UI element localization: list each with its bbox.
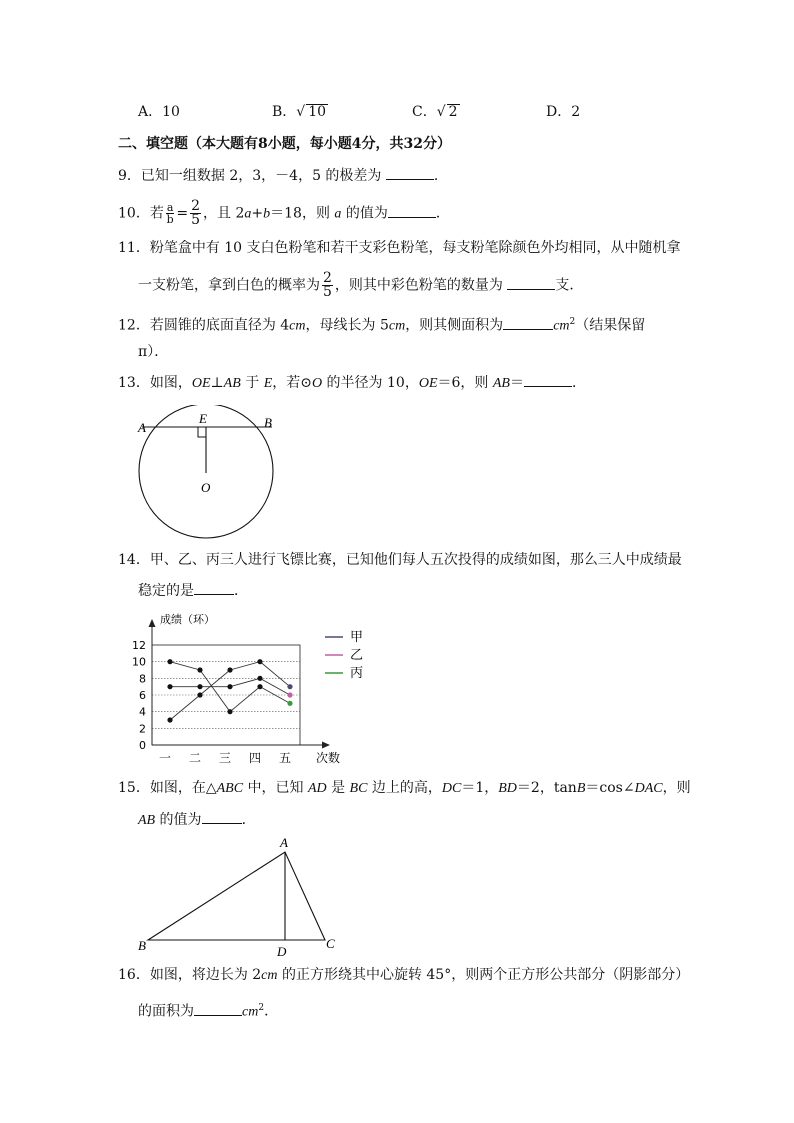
legend-label: 乙	[350, 648, 364, 663]
data-point	[287, 701, 292, 706]
data-point	[257, 684, 262, 689]
x-tick-label: 四	[248, 751, 262, 765]
data-point	[287, 692, 292, 697]
answer-blank[interactable]	[524, 372, 572, 387]
legend-label: 甲	[350, 630, 364, 645]
label-c: C	[326, 936, 335, 951]
x-tick-label: 三	[218, 751, 232, 765]
chart-grid	[152, 645, 300, 745]
answer-blank[interactable]	[194, 580, 234, 595]
x-tick-label: 五	[278, 751, 292, 765]
data-point	[287, 684, 292, 689]
y-tick-label: 2	[139, 722, 146, 736]
answer-blank[interactable]	[388, 203, 436, 218]
circle-figure	[130, 405, 290, 545]
question-11-line-1: 11．粉笔盒中有 10 支白色粉笔和若干支彩色粉笔，每支粉笔除颜色外均相同，从中随机拿	[118, 240, 681, 256]
question-16-line-1: 16．如图，将边长为 2cm 的正方形绕其中心旋转 45°，则两个正方形公共部分（阴影部分）	[118, 967, 690, 983]
triangle-abc	[148, 852, 325, 940]
question-15-line-2: AB 的值为 ．	[138, 809, 256, 831]
option-b: B．√ 10	[272, 104, 327, 120]
data-point	[167, 684, 172, 689]
right-angle-mark	[198, 427, 206, 437]
y-tick-label: 10	[132, 655, 146, 669]
question-14-line-1: 14．甲、乙、丙三人进行飞镖比赛，已知他们每人五次投得的成绩如图，那么三人中成绩最	[118, 552, 682, 568]
label-a: A	[138, 420, 146, 435]
data-point	[167, 717, 172, 722]
fraction-a-over-b: $\frac{a}{b}$	[166, 201, 174, 226]
question-12-line-2: π）．	[138, 344, 169, 360]
label-a: A	[280, 835, 288, 850]
question-9: 9．已知一组数据 2，3，－4，5 的极差为 ．	[118, 165, 448, 186]
data-point	[227, 709, 232, 714]
label-b: B	[138, 938, 146, 953]
label-d: D	[277, 944, 287, 959]
y-tick-label: 6	[139, 689, 146, 702]
label-o: O	[201, 480, 211, 495]
legend-label: 丙	[350, 666, 364, 681]
chart-axes	[132, 612, 340, 765]
chart-legend	[325, 630, 363, 681]
data-point	[197, 667, 202, 672]
question-15-line-1: 15．如图，在△ABC 中，已知 AD 是 BC 边上的高，DC＝1，BD＝2，tanB＝cos∠DAC，则	[118, 780, 691, 796]
y-tick-label: 12	[132, 639, 146, 652]
option-c: C．√ 2	[412, 104, 458, 120]
data-point	[257, 676, 262, 681]
data-point	[227, 667, 232, 672]
question-11-line-2: 一支粉笔，拿到白色的概率为 $\frac{2}{5}$ ，则其中彩色粉笔的数量为 支．	[138, 270, 584, 300]
triangle-figure	[130, 832, 350, 962]
section-title: 二、填空题（本大题有8小题，每小题4分，共32分）	[118, 136, 451, 152]
label-b: B	[264, 415, 272, 430]
answer-blank[interactable]	[507, 275, 555, 290]
y-axis-label: 成绩（环）	[160, 613, 215, 626]
data-point	[257, 659, 262, 664]
fraction-2-over-5: $\frac{2}{5}$	[323, 270, 332, 300]
answer-blank[interactable]	[386, 165, 434, 180]
x-axis-label: 次数	[316, 751, 341, 765]
data-point	[167, 659, 172, 664]
option-d: D．2	[546, 104, 581, 120]
data-point	[197, 684, 202, 689]
question-14-line-2: 稳定的是 ．	[138, 580, 248, 601]
x-tick-label: 二	[188, 751, 202, 765]
chart-series	[167, 659, 292, 723]
question-10: 10．若 $\frac{a}{b}$ = $\frac{2}{5}$ ，且 2a+b＝18，则 a 的值为 ．	[118, 198, 450, 228]
question-13: 13．如图，OE⊥AB 于 E，若⊙O 的半径为 10，OE＝6，则 AB＝ ．	[118, 372, 586, 394]
y-axis-arrow	[149, 619, 156, 627]
x-tick-label: 一	[158, 751, 172, 765]
fraction-2-over-5: $\frac{2}{5}$	[191, 198, 201, 228]
data-point	[197, 692, 202, 697]
answer-blank[interactable]	[194, 1001, 242, 1016]
sqrt-sign: √	[296, 104, 306, 120]
label-e: E	[199, 411, 207, 426]
score-line-chart	[130, 605, 380, 770]
y-tick-label: 0	[139, 739, 146, 752]
answer-blank[interactable]	[202, 809, 242, 824]
question-16-line-2: 的面积为 $cm^2$．	[138, 998, 278, 1023]
y-tick-label: 8	[139, 672, 146, 686]
x-axis-arrow	[322, 742, 330, 749]
sqrt-sign: √	[436, 104, 446, 120]
option-a: A．10	[138, 104, 180, 120]
answer-blank[interactable]	[503, 315, 553, 330]
data-point	[227, 684, 232, 689]
question-12-line-1: 12．若圆锥的底面直径为 4cm，母线长为 5cm，则其侧面积为 $cm^2$（结果保留	[118, 312, 645, 337]
y-tick-label: 4	[139, 705, 146, 719]
